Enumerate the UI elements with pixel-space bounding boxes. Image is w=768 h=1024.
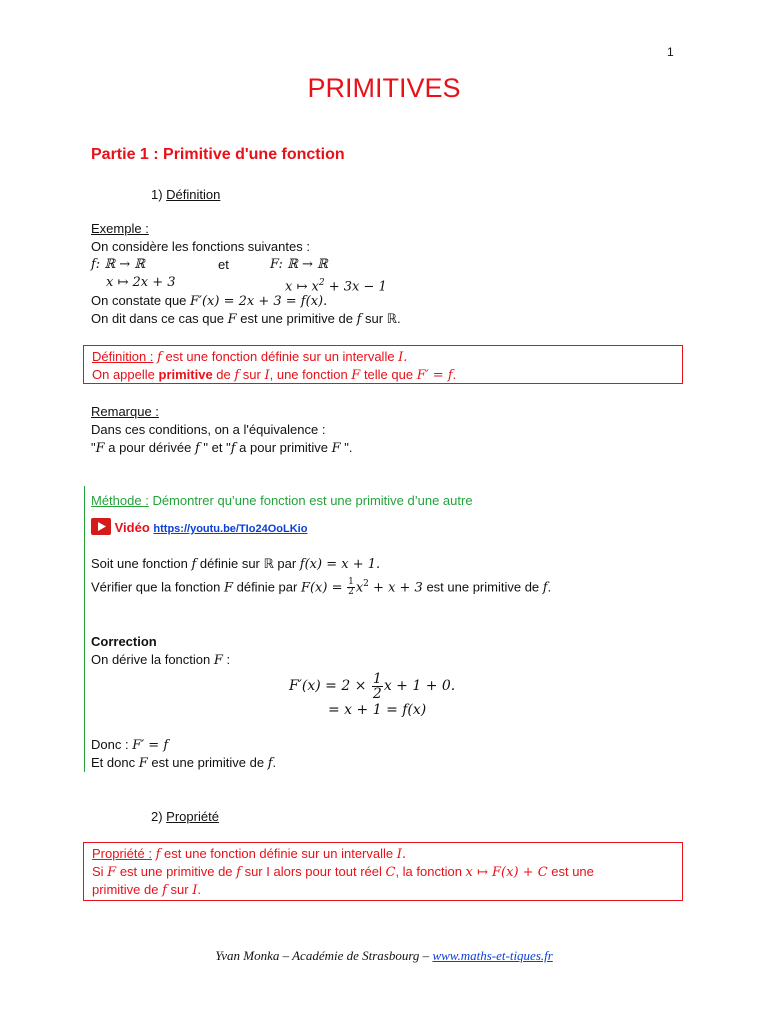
section-number: 1) [151,187,167,202]
constat-text: On constate que [91,293,191,308]
math-f: f [542,580,548,596]
math-rest: + x + 3 [368,580,423,596]
et-connector: et [218,257,229,272]
denominator: 2 [372,685,382,702]
video-label: Vidéo [114,520,150,535]
numerator: 1 [348,577,354,588]
math-eq: f(x) = x + 1. [299,557,381,572]
math-F: F [213,653,223,668]
section-number: 2) [151,809,167,824]
math-f: f [155,847,161,862]
video-row [91,518,307,538]
math-f: f [234,368,240,383]
math-text: x + 1 + 0. [383,678,456,694]
text: a pour dérivée [104,440,195,455]
text: , une fonction [269,367,352,382]
text: sur [166,882,193,897]
math-C: C [385,865,396,880]
text: de [212,367,235,382]
remarque-line-1: Dans ces conditions, on a l'équivalence : [91,422,326,437]
text: Donc : [91,737,133,752]
video-link[interactable]: https://youtu.be/TIo24OoLKio [153,523,308,535]
equation-line-1 [289,668,455,704]
math-eq: F′ = f [416,368,453,383]
donc-line [91,736,168,755]
F-mapping-rest: + 3x − 1 [324,279,387,295]
text: sur [239,367,265,382]
video-play-icon[interactable] [91,518,111,535]
definition-line-1 [92,348,407,367]
math-I: I [192,883,198,898]
math-text: F′(x) = 2 × [289,678,367,694]
denominator: 2 [348,587,354,598]
math-f: f [195,441,200,456]
text: est une fonction définie sur un intervalle [161,349,399,364]
text: Et donc [91,755,139,770]
math-eq: F′ = f [132,738,169,753]
exemple-intro: On considère les fonctions suivantes : [91,239,310,254]
text: Vérifier que la fonction [91,579,224,595]
text: , la fonction [395,864,466,879]
section-label: Propriété [166,809,219,824]
text: définie par [233,579,301,595]
page-number: 1 [667,45,674,59]
text: a pour primitive [235,440,332,455]
section-heading-definition [151,186,220,204]
definition-label: Définition : [92,349,154,364]
math-I: I. [398,350,408,365]
correction-heading: Correction [91,634,157,649]
text: ". [340,440,353,455]
text: telle que [360,367,417,382]
definition-box [83,345,683,384]
math-f: f [230,441,236,456]
text: : [222,652,231,667]
math-f: f [267,756,273,771]
text: On appelle [92,367,159,382]
text: . [197,882,201,897]
footer-text: Yvan Monka – Académie de Strasbourg – [215,948,433,963]
math-x: x [355,580,364,596]
correction-line-1 [91,651,230,670]
methode-line-1 [91,555,380,574]
primitive-bold: primitive [158,367,213,382]
F-mapping-part: x ↦ x [285,279,319,295]
constat-math: F′(x) = 2x + 3 = f(x). [190,294,328,309]
propriete-line-2 [92,863,594,882]
math-F: F [227,312,237,327]
footer [0,948,768,964]
F-mapping: x ↦ $x^2 + 3x - 1$ [285,278,387,295]
part-heading: Partie 1 : Primitive d'une fonction [91,146,345,163]
text: . [547,579,552,595]
math-F: F [331,441,341,456]
propriete-box [83,842,683,901]
math-f: f [191,557,197,572]
propriete-line-3 [92,881,201,900]
text: définie sur ℝ par [196,556,300,571]
text: est une primitive de [236,311,357,326]
page-title: PRIMITIVES [307,73,461,103]
section-label: Définition [166,187,221,202]
text: On dit dans ce cas que [91,311,228,326]
math-F: F [107,865,117,880]
propriete-line-1 [92,845,406,864]
text: sur ℝ. [361,311,401,326]
math-f: f [236,865,241,880]
propriete-label: Propriété : [92,846,152,861]
math-F: F [223,580,233,596]
remarque-line-2 [91,439,353,458]
text: est une primitive de [422,579,543,595]
math-I: I. [396,847,407,862]
text: . [272,755,277,770]
math-F: F [138,756,148,771]
text: est une fonction définie sur un intervalle [160,846,397,861]
text: . [452,367,457,382]
math-Fx: F(x) = [300,580,343,596]
constat-line [91,292,327,311]
etdonc-line [91,754,276,773]
math-f: f [162,883,167,898]
math-map: x ↦ F(x) + C [465,865,548,880]
equation-line-2: = x + 1 = f(x) [328,702,427,718]
text: " et " [199,440,231,455]
math-F: F [95,441,105,456]
remarque-heading: Remarque : [91,404,159,419]
fraction-half [347,578,355,597]
text: est une [547,864,594,879]
text: est une primitive de [116,864,237,879]
methode-heading [91,492,473,510]
math-I: I [264,368,270,383]
section-heading-propriete [151,808,219,826]
definition-line-2 [92,366,456,385]
footer-link[interactable]: www.maths-et-tiques.fr [432,948,553,963]
exemple-heading: Exemple : [91,221,149,236]
text: sur I alors pour tout réel [240,864,386,879]
dit-line [91,310,401,329]
numerator: 1 [372,670,382,687]
methode-border [84,486,85,772]
text: est une primitive de [147,755,268,770]
text: Si [92,864,108,879]
f-mapping: x ↦ 2x + 3 [106,275,176,290]
text: Soit une fonction [91,556,192,571]
text: On dérive la fonction [91,652,214,667]
text: primitive de [92,882,163,897]
math-f: f [356,312,362,327]
f-definition: f: ℝ → ℝ [91,257,146,272]
fraction-half [372,672,383,701]
text: " [91,440,96,455]
F-definition: F: ℝ → ℝ [270,257,328,272]
math-f: f [157,350,162,365]
math-F: F [351,368,361,383]
methode-title: Démontrer qu’une fonction est une primitive d’une autre [148,493,473,508]
methode-line-2: Vérifier que la fonction F définie par F(x) = $\frac{1}{2}$ $x^2 + x + 3$ est une primitive de f. [91,577,552,598]
methode-label: Méthode : [91,493,149,508]
